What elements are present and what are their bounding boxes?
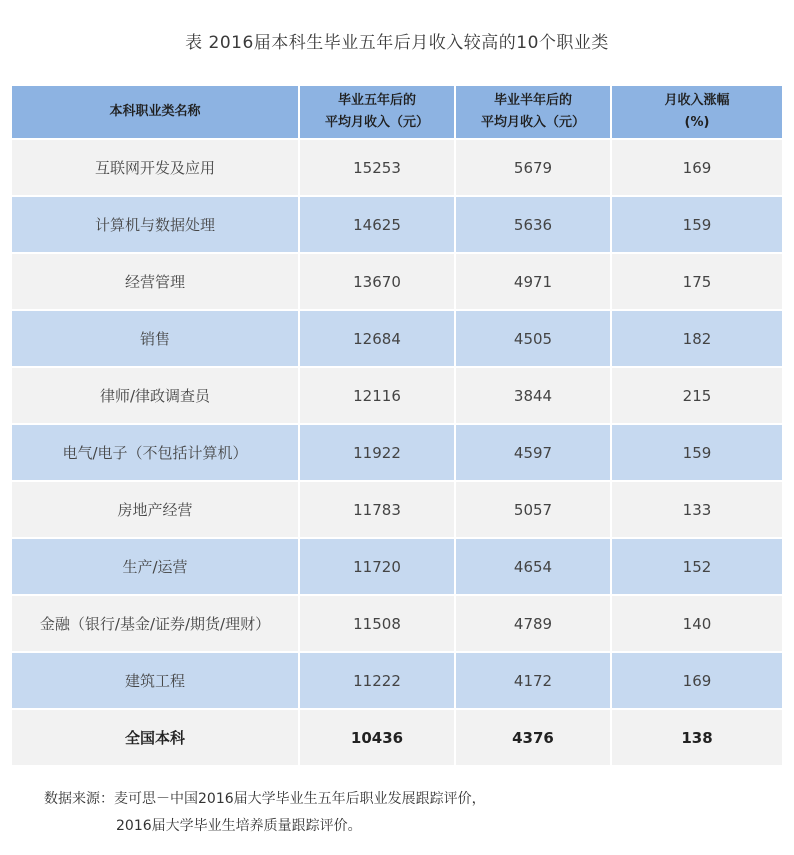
income-growth: 159 [612, 197, 782, 252]
header-growth-line1: 月收入涨幅 [664, 93, 730, 108]
header-half-year-line1: 毕业半年后的 [493, 93, 572, 108]
source-line-1: 数据来源：麦可思－中国2016届大学毕业生五年后职业发展跟踪评价， [44, 791, 486, 807]
table-row [12, 653, 782, 708]
header-five-year-line1: 毕业五年后的 [337, 93, 416, 108]
table-row [12, 539, 782, 594]
income-growth: 140 [612, 596, 782, 651]
total-five-year-income: 10436 [300, 710, 454, 765]
five-year-income: 12684 [300, 311, 454, 366]
half-year-income: 5057 [456, 482, 610, 537]
table-row [12, 140, 782, 195]
half-year-income: 4597 [456, 425, 610, 480]
half-year-income: 4654 [456, 539, 610, 594]
header-occupation-label: 本科职业类名称 [109, 104, 201, 119]
five-year-income: 11222 [300, 653, 454, 708]
income-growth: 152 [612, 539, 782, 594]
table-row [12, 197, 782, 252]
occupation-name: 金融（银行/基金/证券/期货/理财） [12, 596, 298, 651]
header-five-year-line2: 平均月收入（元） [324, 115, 429, 130]
table-title: 表 2016届本科生毕业五年后月收入较高的10个职业类 [185, 33, 609, 53]
five-year-income: 11508 [300, 596, 454, 651]
header-half-year-line2: 平均月收入（元） [480, 115, 585, 130]
income-growth: 169 [612, 653, 782, 708]
table-row [12, 425, 782, 480]
half-year-income: 3844 [456, 368, 610, 423]
header-five-year-income [300, 86, 454, 138]
table-row [12, 254, 782, 309]
occupation-name: 互联网开发及应用 [12, 140, 298, 195]
source-line-2: 2016届大学毕业生培养质量跟踪评价。 [116, 818, 362, 834]
table-row [12, 482, 782, 537]
half-year-income: 5679 [456, 140, 610, 195]
half-year-income: 4172 [456, 653, 610, 708]
total-half-year-income: 4376 [456, 710, 610, 765]
half-year-income: 4505 [456, 311, 610, 366]
table-row [12, 311, 782, 366]
header-half-year-income [456, 86, 610, 138]
half-year-income: 4971 [456, 254, 610, 309]
occupation-name: 建筑工程 [12, 653, 298, 708]
table-row [12, 368, 782, 423]
occupation-name: 律师/律政调查员 [12, 368, 298, 423]
half-year-income: 5636 [456, 197, 610, 252]
occupation-name: 销售 [12, 311, 298, 366]
total-row [12, 710, 782, 765]
occupation-name: 房地产经营 [12, 482, 298, 537]
five-year-income: 13670 [300, 254, 454, 309]
occupation-name: 电气/电子（不包括计算机） [12, 425, 298, 480]
occupation-name: 经营管理 [12, 254, 298, 309]
five-year-income: 14625 [300, 197, 454, 252]
occupation-name: 计算机与数据处理 [12, 197, 298, 252]
half-year-income: 4789 [456, 596, 610, 651]
five-year-income: 15253 [300, 140, 454, 195]
header-occupation [12, 86, 298, 138]
income-growth: 175 [612, 254, 782, 309]
five-year-income: 12116 [300, 368, 454, 423]
header-growth-line2: (%) [684, 115, 710, 130]
table-row [12, 596, 782, 651]
income-growth: 133 [612, 482, 782, 537]
header-row [12, 86, 782, 138]
income-growth: 182 [612, 311, 782, 366]
occupation-name: 生产/运营 [12, 539, 298, 594]
five-year-income: 11720 [300, 539, 454, 594]
income-growth: 215 [612, 368, 782, 423]
data-source-note [44, 786, 486, 840]
income-growth: 169 [612, 140, 782, 195]
header-growth [612, 86, 782, 138]
five-year-income: 11783 [300, 482, 454, 537]
total-income-growth: 138 [612, 710, 782, 765]
salary-table [10, 84, 784, 767]
five-year-income: 11922 [300, 425, 454, 480]
total-name: 全国本科 [12, 710, 298, 765]
income-growth: 159 [612, 425, 782, 480]
